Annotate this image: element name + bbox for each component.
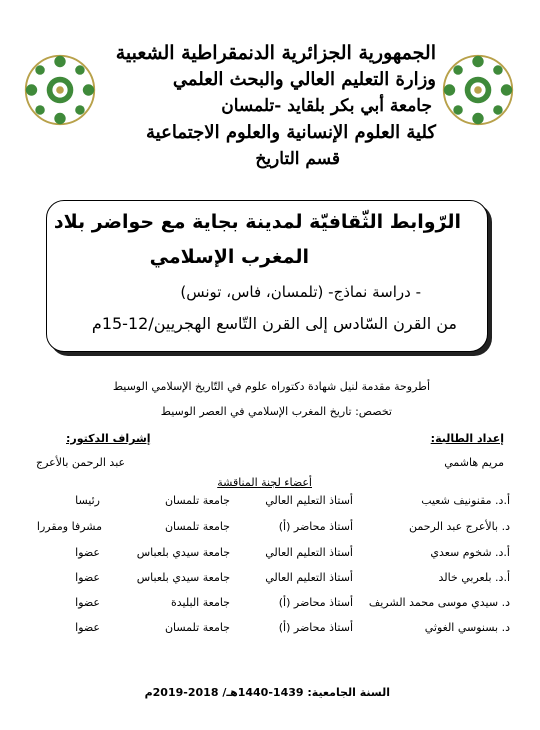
member-rank: أستاذ محاضر (أ) xyxy=(278,596,353,609)
student-label: إعداد الطالبة: xyxy=(430,432,504,445)
member-name: أ.د. بلعربي خالد xyxy=(438,571,510,584)
member-role: عضوا xyxy=(75,546,100,559)
title-line-1: الرّوابط الثّقافيّة لمدينة بجاية مع حواضر بلاد xyxy=(53,211,461,233)
member-name: د. سيدي موسى محمد الشريف xyxy=(368,596,510,609)
supervisor-name: عبد الرحمن بالأعرج xyxy=(36,456,126,469)
member-university: جامعة سيدي بلعباس xyxy=(136,571,230,584)
thesis-note: أطروحة مقدمة لنيل شهادة دكتوراه علوم في التّاريخ الإسلامي الوسيط xyxy=(112,380,430,393)
faculty-heading: كلية العلوم الإنسانية والعلوم الاجتماعية xyxy=(146,122,436,143)
member-name: أ.د. شخوم سعدي xyxy=(430,546,510,559)
title-line-4: من القرن السّادس إلى القرن التّاسع الهجريين/12-15م xyxy=(91,314,457,333)
student-name: مريم هاشمي xyxy=(444,456,504,469)
member-role: عضوا xyxy=(75,596,100,609)
member-university: جامعة البليدة xyxy=(171,596,230,609)
supervisor-label: إشراف الدكتور: xyxy=(66,432,151,445)
member-role: مشرفا ومقررا xyxy=(36,520,102,533)
member-university: جامعة تلمسان xyxy=(164,494,230,507)
member-name: د. بسنوسي الغوثي xyxy=(424,621,510,634)
republic-heading: الجمهورية الجزائرية الدنمقراطية الشعبية xyxy=(115,42,436,64)
member-rank: أستاذ التعليم العالي xyxy=(265,494,353,507)
member-role: رئيسا xyxy=(75,494,100,507)
title-line-2: المغرب الإسلامي xyxy=(149,246,309,268)
member-university: جامعة تلمسان xyxy=(164,621,230,634)
member-role: عضوا xyxy=(75,621,100,634)
member-university: جامعة سيدي بلعباس xyxy=(136,546,230,559)
specialty: تخصص: تاريخ المغرب الإسلامي في العصر الوسيط xyxy=(160,405,392,418)
committee-label: أعضاء لجنة المناقشة xyxy=(217,476,312,489)
member-rank: أستاذ التعليم العالي xyxy=(265,546,353,559)
academic-year: السنة الجامعية: 1439-1440هـ/ 2018-2019م xyxy=(144,686,390,699)
member-name: د. بالأعرج عبد الرحمن xyxy=(409,520,510,533)
department-heading: قسم التاريخ xyxy=(255,149,340,169)
member-rank: أستاذ التعليم العالي xyxy=(265,571,353,584)
university-heading: جامعة أبي بكر بلقايد -تلمسان xyxy=(221,96,432,116)
ministry-heading: وزارة التعليم العالي والبحث العلمي xyxy=(172,69,436,90)
member-role: عضوا xyxy=(75,571,100,584)
title-line-3: - دراسة نماذج- (تلمسان، فاس، تونس) xyxy=(180,283,421,301)
member-rank: أستاذ محاضر (أ) xyxy=(278,520,353,533)
member-university: جامعة تلمسان xyxy=(164,520,230,533)
member-name: أ.د. مقنونيف شعيب xyxy=(421,494,510,507)
member-rank: أستاذ محاضر (أ) xyxy=(278,621,353,634)
